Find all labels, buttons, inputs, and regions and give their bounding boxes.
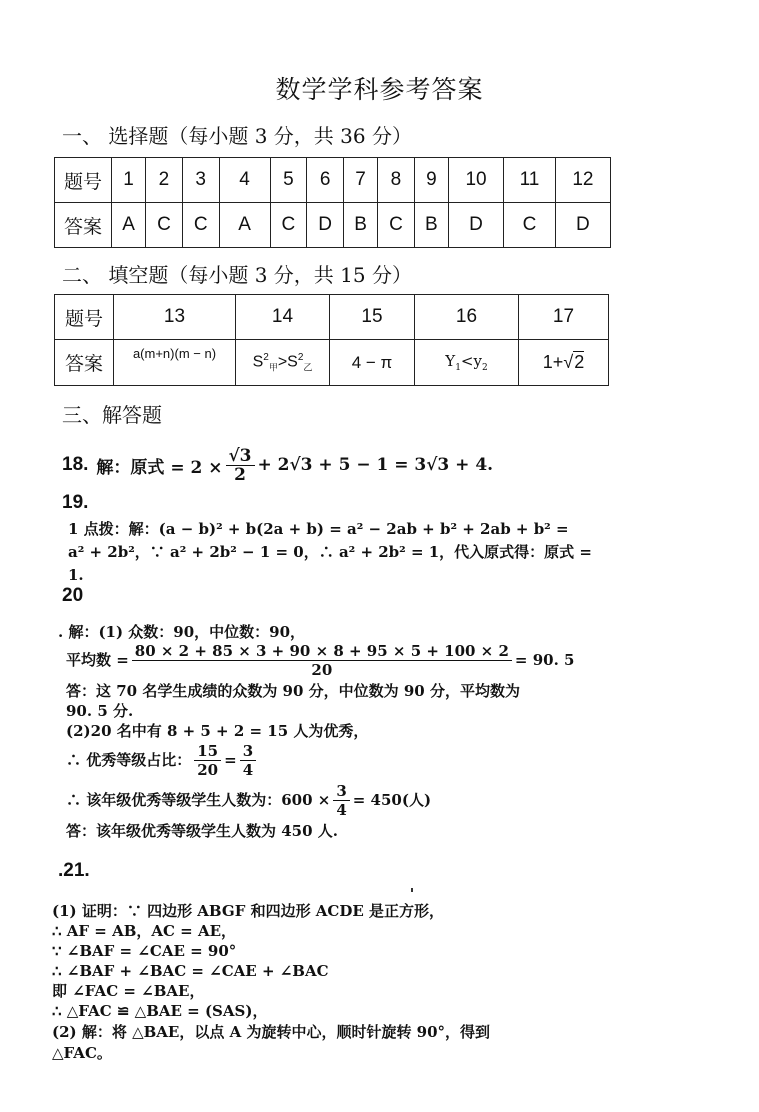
y-symbol: y — [473, 352, 482, 370]
q18-text-a: 解：原式 = 2 × — [96, 457, 223, 478]
stray-mark — [411, 888, 413, 892]
choice-answer: D — [448, 203, 503, 248]
fill-number: 17 — [519, 295, 609, 340]
q20-avg-label: 平均数 = — [66, 650, 129, 669]
q18-fraction — [226, 447, 255, 484]
fill-answer-table — [54, 294, 609, 386]
radicand: 2 — [574, 352, 585, 372]
q20-ratio — [66, 740, 259, 780]
jia-sub: 甲 — [268, 362, 278, 373]
q21-line-5: 即 ∠FAC = ∠BAE， — [52, 982, 205, 1000]
fill-answer-row — [55, 340, 609, 386]
choice-number: 10 — [448, 158, 503, 203]
choice-answer: C — [270, 203, 307, 248]
q18-text-b: + 2√3 + 5 − 1 = 3√3 + 4. — [257, 455, 494, 475]
choice-number: 5 — [270, 158, 307, 203]
fill-answer-17 — [519, 340, 609, 386]
q20-r2-num: 3 — [240, 742, 256, 761]
choice-answer: B — [414, 203, 448, 248]
q19-line-1: 1 点拨：解：(a − b)² + b(2a + b) = a² − 2ab + b² + 2ab + b² = — [68, 520, 569, 538]
q20-avg-den: 20 — [311, 660, 333, 679]
root-sign: √ — [563, 352, 574, 372]
q20-avg-result: = 90. 5 — [514, 650, 575, 669]
s-symbol: S — [287, 353, 298, 371]
choice-number: 7 — [343, 158, 377, 203]
y-symbol: Y — [445, 352, 456, 370]
q20-r1-num: 15 — [194, 742, 221, 761]
q20-part-2: (2)20 名中有 8 + 5 + 2 = 15 人为优秀， — [66, 722, 369, 740]
s-symbol: S — [252, 353, 264, 371]
q21-line-3: ∵ ∠BAF = ∠CAE = 90° — [52, 942, 237, 960]
choice-number: 3 — [182, 158, 219, 203]
q20-final-answer: 答：该年级优秀等级学生人数为 450 人. — [66, 822, 338, 840]
section3-heading: 三、解答题 — [62, 403, 162, 427]
choice-answer: C — [378, 203, 415, 248]
choice-answer: D — [555, 203, 610, 248]
choice-number-row — [55, 158, 611, 203]
sub-2: 2 — [481, 363, 488, 373]
choice-number: 12 — [555, 158, 610, 203]
q20-number: 20 — [62, 585, 84, 606]
q20-count-label: ∴ 该年级优秀等级学生人数为：600 × — [66, 790, 331, 809]
row-label-answer: 答案 — [55, 340, 114, 386]
one-plus: 1+ — [542, 352, 564, 372]
q20-r1-den: 20 — [197, 760, 219, 779]
q21-number: .21. — [58, 860, 90, 881]
q20-ratio-label: ∴ 优秀等级占比： — [66, 750, 192, 769]
choice-number: 8 — [378, 158, 415, 203]
q20-r2-den: 4 — [242, 760, 254, 779]
q20-count-frac — [333, 782, 349, 819]
choice-answer-row — [55, 203, 611, 248]
choice-number: 9 — [414, 158, 448, 203]
yi-sub: 乙 — [303, 362, 313, 373]
choice-number: 6 — [307, 158, 344, 203]
q20-count-result: = 450(人) — [352, 790, 432, 809]
section1-heading: 一、 选择题（每小题 3 分，共 36 分） — [62, 124, 412, 148]
q20-count — [66, 780, 431, 820]
fill-number: 16 — [415, 295, 519, 340]
q19-line-2: a² + 2b²，∵ a² + 2b² − 1 = 0，∴ a² + 2b² = 1，代入原式得：原式 = — [68, 543, 592, 561]
q21-line-8: △FAC。 — [52, 1044, 112, 1062]
q20-answer-1b: 90. 5 分. — [66, 702, 134, 720]
q21-line-2: ∴ AF = AB，AC = AE， — [52, 922, 237, 940]
choice-number: 4 — [219, 158, 270, 203]
q21-line-7: (2) 解：将 △BAE，以点 A 为旋转中心，顺时针旋转 90°，得到 — [52, 1023, 491, 1041]
page-title: 数学学科参考答案 — [275, 75, 484, 104]
q20-answer-1: 答：这 70 名学生成绩的众数为 90 分，中位数为 90 分，平均数为 — [66, 682, 520, 700]
square-sup: 2 — [297, 351, 304, 363]
q18-frac-den: 2 — [234, 464, 246, 485]
fill-number-row — [55, 295, 609, 340]
fill-number: 13 — [114, 295, 236, 340]
choice-number: 11 — [504, 158, 556, 203]
fill-number: 15 — [330, 295, 415, 340]
fill-answer-14 — [236, 340, 330, 386]
choice-answer: A — [112, 203, 146, 248]
choice-answer: B — [343, 203, 377, 248]
q21-line-6: ∴ △FAC ≌ △BAE = (SAS)， — [52, 1002, 268, 1020]
q20-ratio-frac-2 — [240, 742, 256, 779]
choice-number: 2 — [146, 158, 183, 203]
q20-c-num: 3 — [333, 782, 349, 801]
lt-symbol: < — [460, 352, 474, 370]
fill-number: 14 — [236, 295, 330, 340]
q20-average — [66, 640, 574, 680]
choice-answer: C — [504, 203, 556, 248]
square-sup: 2 — [263, 351, 269, 363]
fill-answer-16 — [415, 340, 519, 386]
q18-solution — [62, 442, 493, 488]
q18-frac-num: √3 — [226, 447, 255, 466]
fill-answer-15: 4 − π — [330, 340, 415, 386]
q19-number: 19. — [62, 492, 89, 513]
row-label-number: 题号 — [55, 295, 114, 340]
q19-line-3: 1. — [68, 566, 84, 584]
q20-c-den: 4 — [336, 800, 347, 819]
choice-answer: A — [219, 203, 270, 248]
q20-avg-num: 80 × 2 + 85 × 3 + 90 × 8 + 95 × 5 + 100 × 2 — [132, 642, 512, 661]
q20-avg-fraction — [132, 642, 512, 679]
q20-line-1: . 解：(1) 众数：90，中位数：90， — [58, 623, 306, 641]
q20-ratio-frac-1 — [194, 742, 221, 779]
section2-heading: 二、 填空题（每小题 3 分，共 15 分） — [62, 263, 412, 287]
row-label-answer: 答案 — [55, 203, 112, 248]
q21-line-1: (1) 证明：∵ 四边形 ABGF 和四边形 ACDE 是正方形， — [52, 902, 445, 920]
q20-equals: = — [224, 750, 237, 769]
choice-number: 1 — [112, 158, 146, 203]
sub-1: 1 — [455, 363, 461, 373]
q18-number: 18. — [62, 454, 89, 475]
row-label-number: 题号 — [55, 158, 112, 203]
fill-answer-13: a(m+n)(m − n) — [114, 340, 236, 386]
choice-answer: C — [146, 203, 183, 248]
choice-answer: C — [182, 203, 219, 248]
q21-line-4: ∴ ∠BAF + ∠BAC = ∠CAE + ∠BAC — [52, 962, 329, 980]
choice-answer-table — [54, 157, 611, 248]
gt-symbol: > — [277, 353, 288, 371]
choice-answer: D — [307, 203, 344, 248]
